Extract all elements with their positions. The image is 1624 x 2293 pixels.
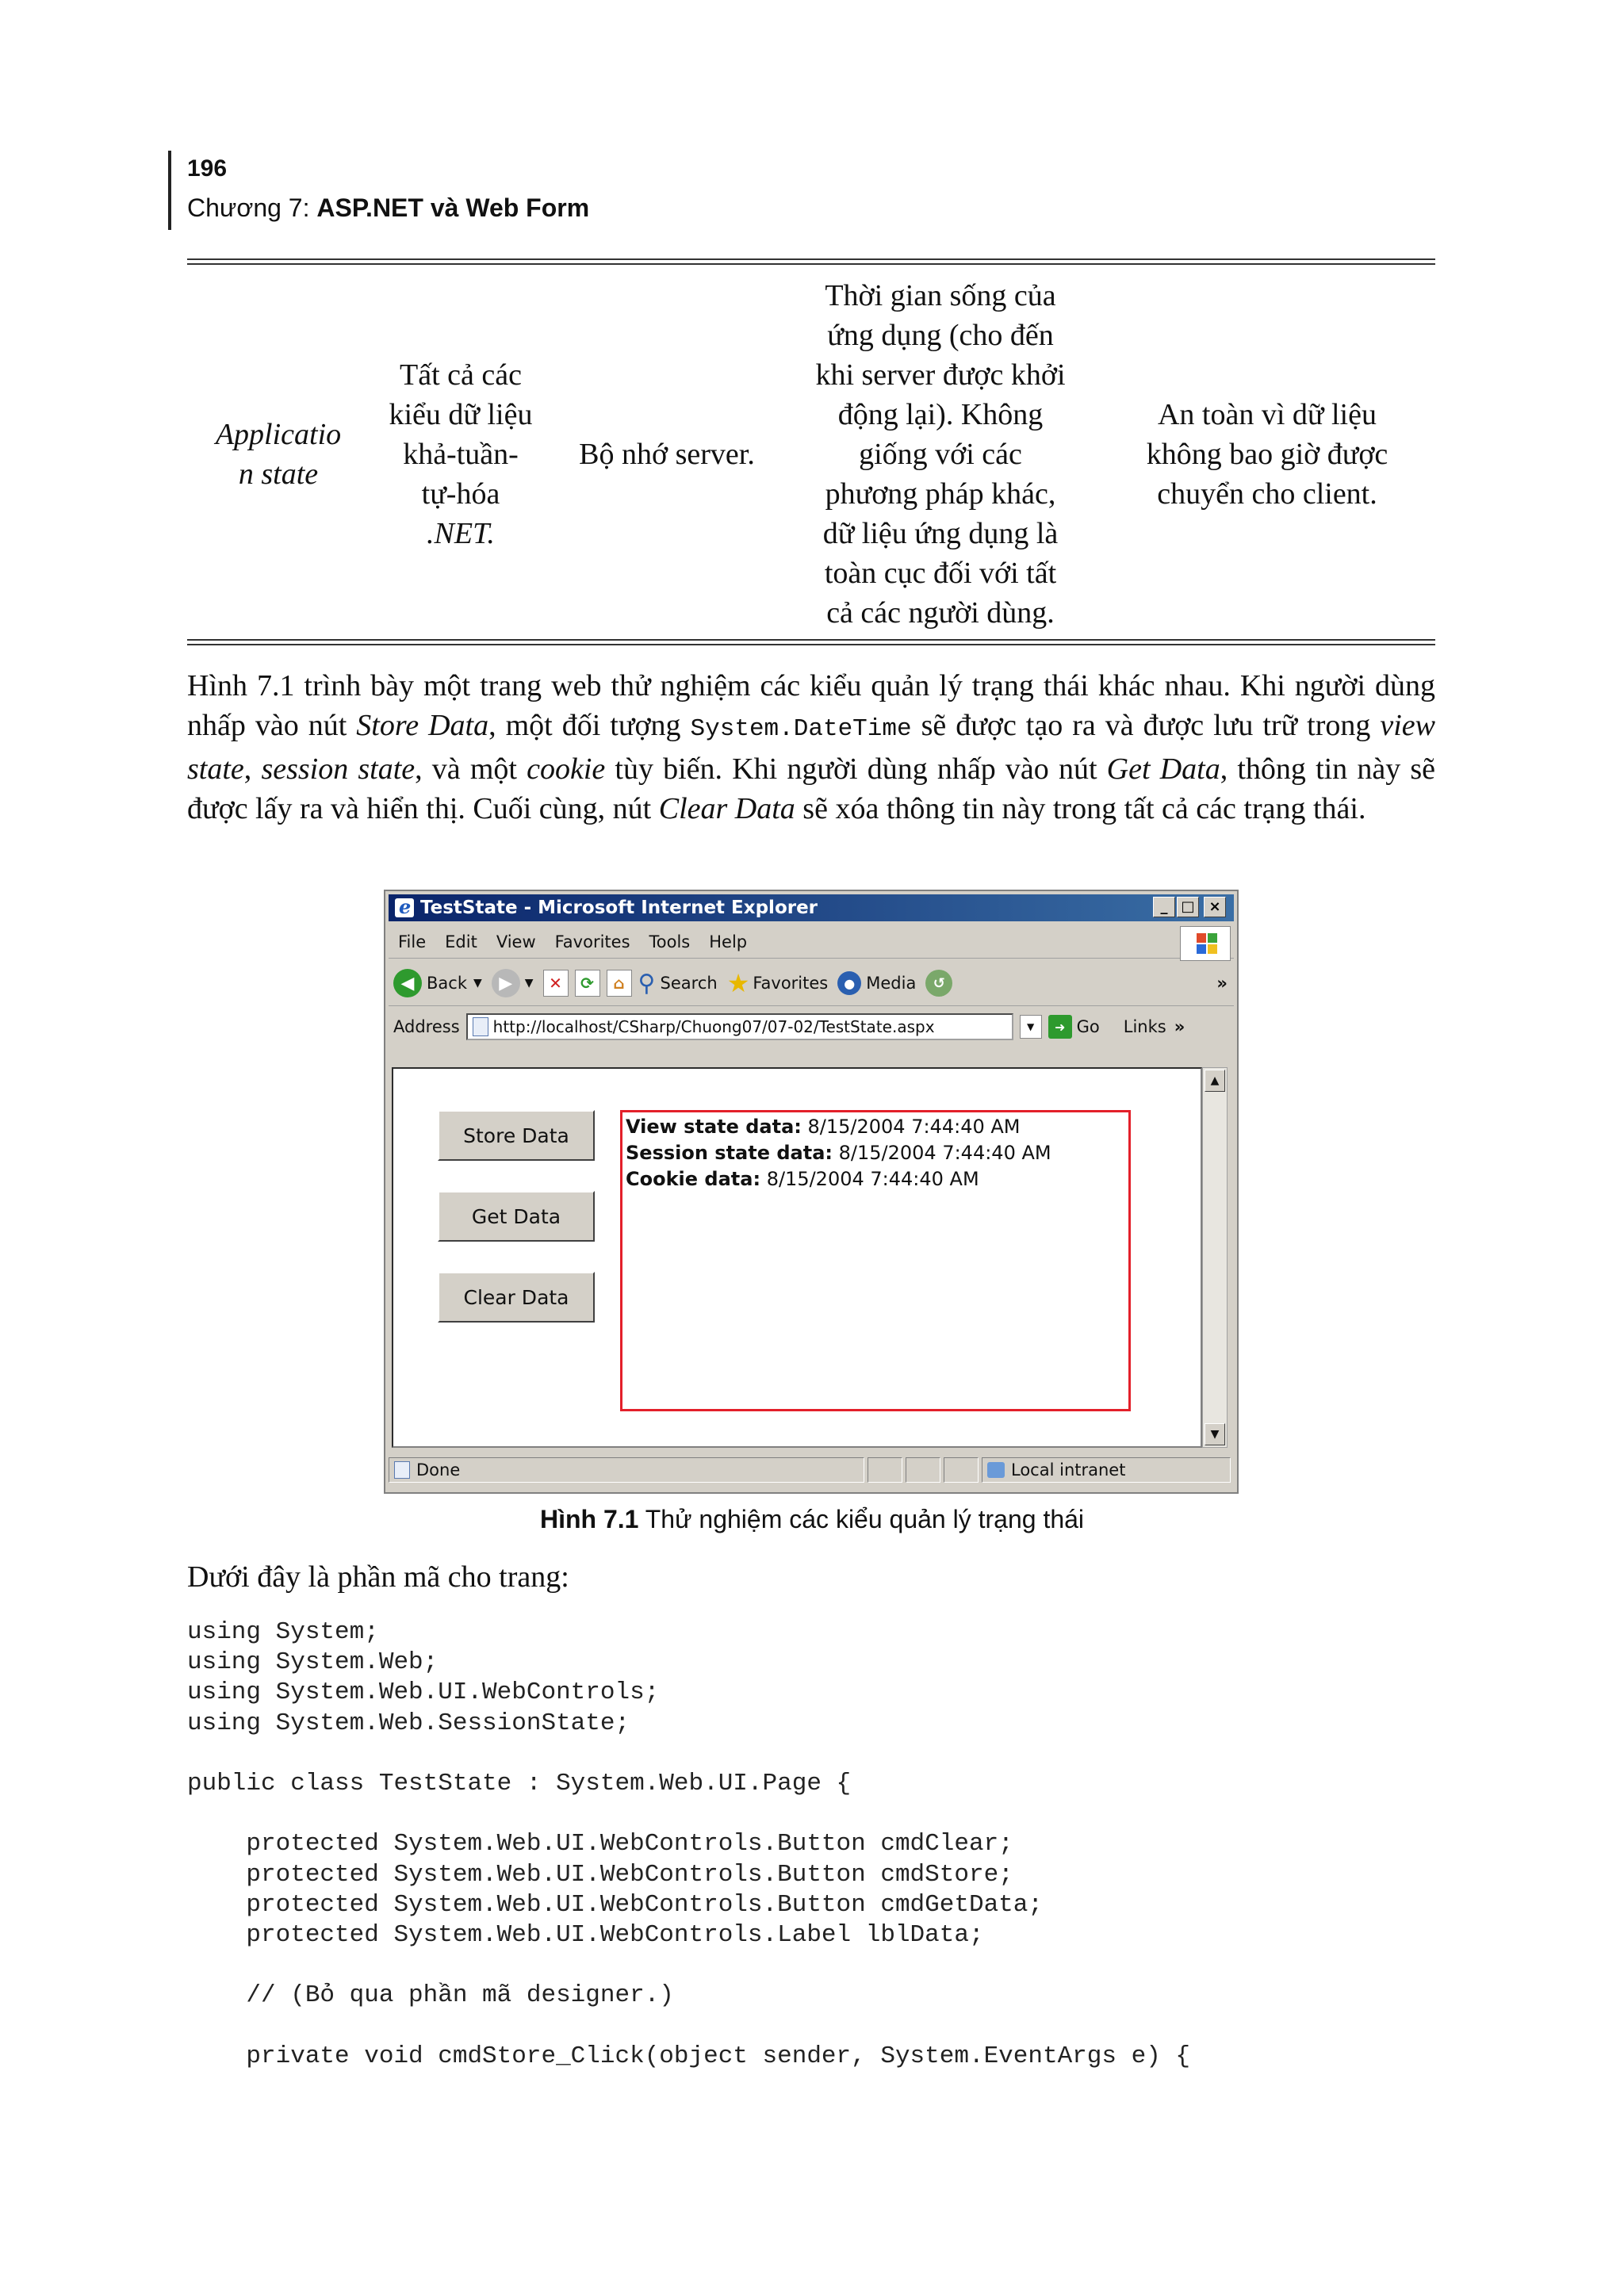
code-line: private void cmdStore_Click(object sender, System.EventArgs e) { [187,2042,1191,2070]
code-block [187,1617,1190,2072]
code-line [187,1950,1190,1981]
table-bottom-rule [187,639,1435,641]
inline-code: System.DateTime [690,715,912,743]
code-line: using System.Web; [187,1648,439,1677]
favorites-label: Favorites [753,974,829,993]
menu-tools[interactable]: Tools [649,932,691,951]
code-line: protected System.Web.UI.WebControls.Label lblData; [187,1920,984,1949]
text-run: , một đối tượng [488,709,691,742]
status-text: Done [416,1460,461,1480]
menu-help[interactable]: Help [709,932,748,951]
clear-data-button[interactable]: Clear Data [438,1272,595,1323]
chapter-heading [187,193,589,223]
media-label: Media [866,974,917,993]
code-line: public class TestState : System.Web.UI.Page { [187,1769,852,1797]
forward-arrow-icon: ▶ [492,969,520,997]
cell-line: An toàn vì dữ liệu [1157,398,1377,431]
code-intro: Dưới đây là phần mã cho trang: [187,1560,569,1594]
code-line: protected System.Web.UI.WebControls.Button cmdClear; [187,1830,1013,1859]
session-state-value: 8/15/2004 7:44:40 AM [833,1142,1051,1164]
page-icon [394,1461,410,1479]
search-button[interactable] [638,970,718,997]
vertical-scrollbar[interactable] [1202,1067,1228,1448]
ie-icon [395,898,414,917]
caption-label: Hình 7.1 [539,1505,639,1533]
media-icon: ● [837,971,861,995]
code-line: // (Bỏ qua phần mã designer.) [187,1981,674,2010]
cell-line: khả-tuần- [403,438,519,471]
cell-line: toàn cục đối với tất [824,557,1057,590]
status-bar [389,1454,1234,1486]
status-done [389,1457,864,1483]
cell-line: tự-hóa [421,477,500,511]
header-rule [168,151,171,230]
cell-lifetime [782,268,1099,641]
toolbar [389,961,1234,1006]
table-top-rule [187,258,1435,260]
code-line [187,1799,1190,1829]
text-run: , [243,752,262,786]
home-icon[interactable]: ⌂ [607,970,632,997]
zone-text: Local intranet [1011,1460,1126,1480]
scroll-down-icon[interactable]: ▼ [1205,1423,1225,1445]
favorites-button[interactable] [727,968,829,998]
figure-caption [0,1505,1624,1534]
text-run: , thông tin này sẽ được lấy ra và hiển thị. Cuối cùng, nút [187,752,1436,825]
address-bar [389,1009,1234,1045]
cell-state-name [187,268,370,641]
window-title: TestState - Microsoft Internet Explorer [420,898,818,918]
menu-edit[interactable]: Edit [445,932,477,951]
cookie-label: Cookie data: [626,1168,761,1190]
text-run: Get Data [1106,752,1220,786]
close-icon[interactable]: × [1204,897,1226,917]
minimize-icon[interactable]: _ [1153,897,1175,917]
dropdown-arrow-icon: ▼ [524,977,534,990]
code-line [187,1739,1190,1769]
text-run: cookie [527,752,606,786]
cell-line: Thời gian sống của [825,279,1056,312]
title-bar [389,894,1234,921]
view-state-label: View state data: [626,1116,802,1138]
cell-line: dữ liệu ứng dụng là [822,517,1059,550]
dropdown-arrow-icon: ▼ [473,977,482,990]
view-state-value: 8/15/2004 7:44:40 AM [801,1116,1021,1138]
address-input[interactable] [466,1013,1013,1040]
address-dropdown-icon[interactable]: ▼ [1020,1015,1042,1039]
menu-file[interactable]: File [398,932,427,951]
code-line: protected System.Web.UI.WebControls.Button cmdGetData; [187,1890,1043,1919]
cell-storage [552,268,782,641]
star-icon: ★ [726,968,750,998]
text-run: sẽ xóa thông tin này trong tất cả các trạng thái. [795,792,1366,825]
cell-line: Bộ nhớ server. [579,438,755,471]
windows-logo-icon [1180,926,1231,961]
chevron-right-icon[interactable]: » [1174,1017,1185,1036]
search-icon: ⚲ [638,969,656,997]
text-run: view state [187,709,1435,786]
cell-line: giống với các [859,438,1022,471]
browser-window [384,890,1239,1494]
intro-paragraph [187,666,1435,829]
code-line: using System.Web.UI.WebControls; [187,1679,660,1707]
menu-bar [389,926,1234,959]
back-button[interactable] [393,969,482,997]
chevron-right-icon[interactable]: » [1216,974,1228,993]
stop-icon[interactable]: ✕ [543,970,569,997]
page-icon [473,1017,488,1036]
intranet-icon [987,1462,1005,1478]
cookie-line [626,1166,1125,1192]
maximize-icon[interactable]: □ [1177,897,1199,917]
cell-line: Tất cả các [400,358,522,392]
address-url: http://localhost/CSharp/Chuong07/07-02/TestState.aspx [492,1017,935,1036]
table-top-rule-2 [187,263,1435,265]
cell-line: kiểu dữ liệu [389,398,533,431]
refresh-icon[interactable]: ⟳ [575,970,600,997]
search-label: Search [660,974,718,993]
cell-security [1099,268,1435,641]
text-run: tùy biến. Khi người dùng nhấp vào nút [605,752,1107,786]
status-cell [868,1457,902,1483]
go-arrow-icon[interactable]: ➜ [1048,1015,1072,1039]
media-button[interactable] [837,971,916,995]
links-button[interactable]: Links [1123,1017,1166,1036]
cell-line: không bao giờ được [1146,438,1388,471]
get-data-button[interactable]: Get Data [438,1191,595,1242]
text-run: , và một [415,752,527,786]
text-run: Hình 7.1 trình bày một trang web thử nghiệm các kiểu quản lý trạng thái khác nhau. Khi người dùng nhấp vào nút [187,669,1435,742]
status-cell [906,1457,940,1483]
cell-line: Applicatio [215,418,342,451]
forward-button[interactable] [492,969,534,997]
data-label-box [620,1110,1131,1411]
history-icon[interactable]: ↺ [925,970,952,997]
table-bottom-rule-2 [187,644,1435,645]
cell-line: ứng dụng (cho đến [827,319,1054,352]
address-label: Address [393,1017,460,1036]
cell-line: .NET. [427,517,495,550]
cell-line: động lại). Không [837,398,1044,431]
cell-line: chuyển cho client. [1157,477,1377,511]
go-button[interactable]: Go [1076,1017,1100,1036]
table-row-application-state [187,268,1435,641]
cell-allowed-types [370,268,552,641]
cell-line: phương pháp khác, [825,477,1056,511]
menu-view[interactable]: View [496,932,536,951]
text-run: session state [261,752,416,786]
cell-line: n state [238,457,319,491]
chapter-title: ASP.NET và Web Form [316,193,590,222]
session-state-line [626,1140,1125,1166]
chapter-prefix: Chương 7: [187,193,317,222]
view-state-line [626,1114,1125,1140]
code-line: using System.Web.SessionState; [187,1709,630,1737]
code-line: using System; [187,1618,379,1646]
status-zone [982,1457,1231,1483]
back-label: Back [427,974,467,993]
status-cell [944,1457,979,1483]
text-run: Store Data [356,709,489,742]
scroll-up-icon[interactable]: ▲ [1205,1070,1225,1092]
code-line [187,2011,1190,2041]
page-content [392,1067,1202,1448]
back-arrow-icon: ◀ [393,969,422,997]
menu-favorites[interactable]: Favorites [554,932,630,951]
cookie-value: 8/15/2004 7:44:40 AM [760,1168,979,1190]
text-run: sẽ được tạo ra và được lưu trữ trong [911,709,1381,742]
cell-line: khi server được khởi [815,358,1066,392]
page-number: 196 [187,155,228,182]
store-data-button[interactable]: Store Data [438,1110,595,1161]
caption-text: Thử nghiệm các kiểu quản lý trạng thái [638,1505,1085,1533]
text-run: Clear Data [658,792,795,825]
session-state-label: Session state data: [626,1142,833,1164]
code-line: protected System.Web.UI.WebControls.Button cmdStore; [187,1860,1013,1889]
cell-line: cả các người dùng. [826,596,1055,630]
